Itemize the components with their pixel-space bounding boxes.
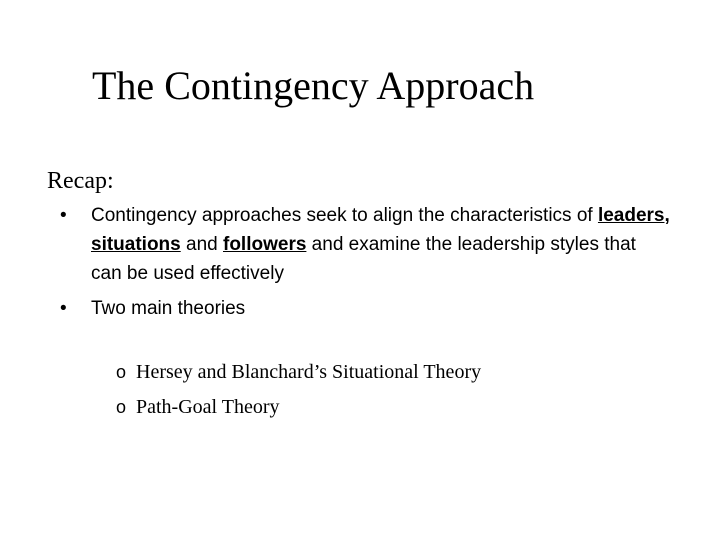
bullet-marker: • [60,298,67,319]
bullet-text-part: and [180,234,223,255]
bullet-item-contingency [60,201,670,288]
bullet-marker: • [60,205,67,226]
sub-bullet-list [116,356,481,426]
recap-label: Recap: [47,168,114,194]
sub-bullet-hersey-blanchard [116,356,481,388]
bullet-list [60,201,670,323]
sub-bullet-path-goal [116,391,481,423]
sub-bullet-text: Path-Goal Theory [136,396,280,418]
bullet-text [91,205,670,284]
emphasis-leaders-situations: leaders, situations [91,205,670,255]
sub-bullet-marker: o [116,362,127,382]
bullet-item-two-theories [60,294,670,323]
bullet-text-part: Contingency approaches seek to align the characteristics of [91,205,598,226]
bullet-text-part: and examine the leadership styles that can be used effectively [91,234,636,284]
sub-bullet-text: Hersey and Blanchard’s Situational Theory [136,361,482,383]
slide-title: The Contingency Approach [92,63,535,108]
sub-bullet-marker: o [116,397,127,417]
bullet-text: Two main theories [91,298,246,319]
emphasis-followers: followers [223,234,307,255]
